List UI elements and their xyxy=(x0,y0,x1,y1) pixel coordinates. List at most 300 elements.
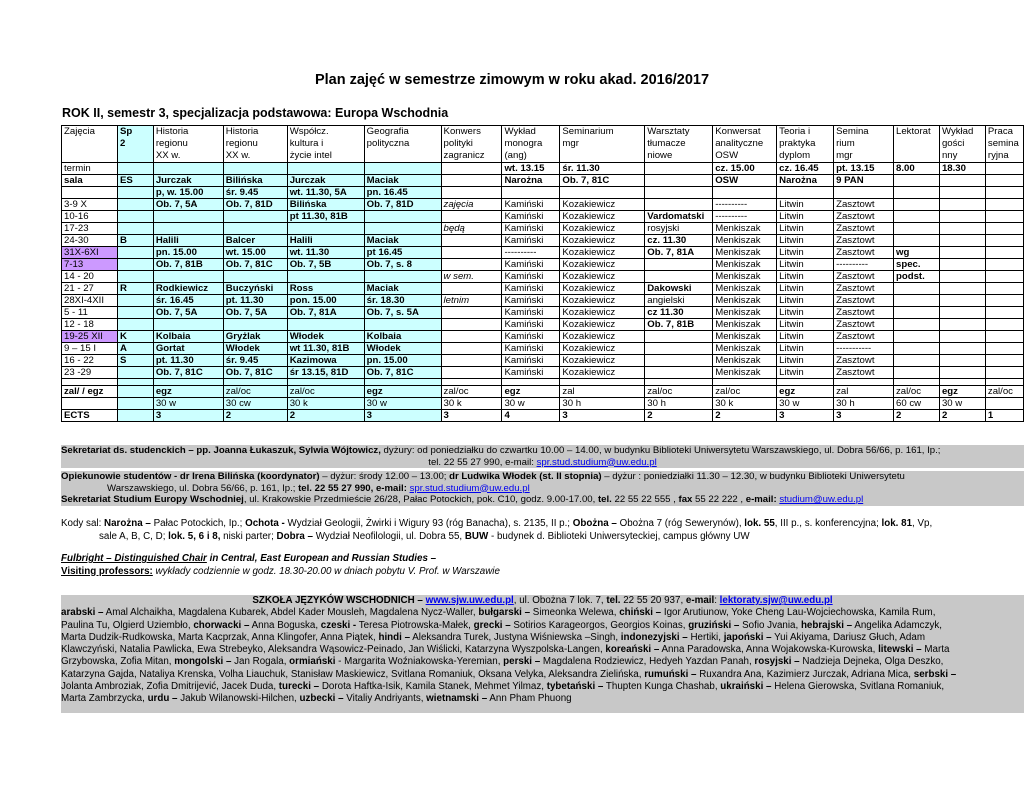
header-cell: Wykład gości nny xyxy=(939,126,985,163)
language-line: Katarzyna Gajda, Nataliya Krenska, Volha Liauchuk, Stanisław Maskiewicz, Svitlana Romaniuk, Oksana Velyka, Aleksandra Zielińska, rumuński – Ruxandra Ana, Kazimierz Jurczak, Adriana Mica, serbski – xyxy=(61,668,957,680)
header-cell: Historia regionu XX w. xyxy=(153,126,223,163)
table-cell: Kamiński xyxy=(502,211,560,223)
table-cell: Kozakiewicz xyxy=(560,271,645,283)
table-cell: Ob. 7, s. 8 xyxy=(364,259,441,271)
table-cell xyxy=(502,379,560,386)
table-row xyxy=(62,307,1024,319)
table-cell: Litwin xyxy=(777,259,834,271)
table-row xyxy=(62,283,1024,295)
table-cell xyxy=(153,271,223,283)
table-cell xyxy=(645,367,713,379)
table-cell xyxy=(894,235,940,247)
table-cell: 16 - 22 xyxy=(62,355,118,367)
table-cell xyxy=(985,319,1023,331)
header-cell: Współcz. kultura i życie intel xyxy=(287,126,364,163)
table-cell: Litwin xyxy=(777,355,834,367)
table-cell xyxy=(985,223,1023,235)
table-cell xyxy=(939,343,985,355)
table-cell xyxy=(939,235,985,247)
table-cell: B xyxy=(117,235,153,247)
table-cell: zal xyxy=(560,386,645,398)
table-cell: 2 xyxy=(645,410,713,422)
table-cell: będą xyxy=(441,223,502,235)
table-cell xyxy=(153,223,223,235)
table-cell xyxy=(985,307,1023,319)
table-cell xyxy=(894,307,940,319)
table-cell: 30 w xyxy=(364,398,441,410)
table-cell: 3 xyxy=(153,410,223,422)
table-cell: p, w. 15.00 xyxy=(153,187,223,199)
table-cell: Zasztowt xyxy=(834,247,894,259)
table-cell xyxy=(364,223,441,235)
table-cell: 60 cw xyxy=(894,398,940,410)
table-cell: Kozakiewicz xyxy=(560,199,645,211)
table-cell xyxy=(939,175,985,187)
table-cell: Menkiszak xyxy=(713,343,777,355)
table-cell: Kolbaia xyxy=(153,331,223,343)
table-cell: Kamiński xyxy=(502,367,560,379)
table-cell: Kamiński xyxy=(502,283,560,295)
table-cell xyxy=(560,379,645,386)
email-link[interactable]: lektoraty.sjw@uw.edu.pl xyxy=(719,595,833,606)
table-cell: śr. 11.30 xyxy=(560,163,645,175)
table-cell: egz xyxy=(502,386,560,398)
table-cell xyxy=(117,410,153,422)
table-cell: Ob. 7, 81B xyxy=(645,319,713,331)
table-cell: Menkiszak xyxy=(713,235,777,247)
table-cell: Zasztowt xyxy=(834,295,894,307)
table-cell xyxy=(645,175,713,187)
table-cell: termin xyxy=(62,163,118,175)
table-cell: śr. 18.30 xyxy=(364,295,441,307)
email-link[interactable]: spr.stud.studium@uw.edu.pl xyxy=(536,456,657,468)
table-row xyxy=(62,331,1024,343)
table-row xyxy=(62,247,1024,259)
table-cell: Halili xyxy=(287,235,364,247)
table-cell: Kamiński xyxy=(502,307,560,319)
table-cell xyxy=(939,259,985,271)
table-cell: Kozakiewicz xyxy=(560,295,645,307)
table-cell xyxy=(939,295,985,307)
table-cell xyxy=(117,379,153,386)
table-cell xyxy=(117,259,153,271)
table-cell xyxy=(153,211,223,223)
table-cell: Menkiszak xyxy=(713,355,777,367)
table-cell: 30 h xyxy=(834,398,894,410)
table-cell: pt 11.30, 81B xyxy=(287,211,364,223)
table-cell xyxy=(153,319,223,331)
table-cell xyxy=(985,259,1023,271)
table-cell: A xyxy=(117,343,153,355)
table-cell: Balcer xyxy=(223,235,287,247)
table-cell: Zasztowt xyxy=(834,271,894,283)
table-cell xyxy=(894,223,940,235)
table-cell: Ob. 7, 5A xyxy=(153,307,223,319)
table-cell xyxy=(894,343,940,355)
table-cell xyxy=(117,187,153,199)
table-cell: OSW xyxy=(713,175,777,187)
table-cell xyxy=(441,343,502,355)
table-cell xyxy=(894,283,940,295)
table-cell xyxy=(713,379,777,386)
table-cell: Zasztowt xyxy=(834,307,894,319)
table-cell: Ross xyxy=(287,283,364,295)
table-cell xyxy=(441,367,502,379)
table-cell: 30 w xyxy=(502,398,560,410)
table-cell: Zasztowt xyxy=(834,223,894,235)
table-cell: Litwin xyxy=(777,295,834,307)
table-cell: Litwin xyxy=(777,367,834,379)
table-cell: Kozakiewicz xyxy=(560,223,645,235)
table-cell: Vardomatski xyxy=(645,211,713,223)
table-cell: Włodek xyxy=(287,331,364,343)
table-cell: Kozakiewicz xyxy=(560,343,645,355)
table-cell xyxy=(287,223,364,235)
table-cell xyxy=(894,295,940,307)
table-cell: wt. 11.30, 5A xyxy=(287,187,364,199)
email-link[interactable]: spr.stud.studium@uw.edu.pl xyxy=(409,482,530,494)
table-cell: Litwin xyxy=(777,235,834,247)
table-cell xyxy=(153,163,223,175)
table-cell: Zasztowt xyxy=(834,331,894,343)
table-cell: Buczyński xyxy=(223,283,287,295)
sekretariat-europy: Sekretariat Studium Europy Wschodniej, ul. Krakowskie Przedmieście 26/28, Pałac Potockich, pok. C10, godz. 9.00-17.00, tel. 22 55 22 555 , fax 55 22 222 , e-mail: studium@uw.edu.pl xyxy=(61,494,1024,506)
table-cell: Kozakiewicz xyxy=(560,235,645,247)
table-cell xyxy=(894,319,940,331)
table-cell: 2 xyxy=(939,410,985,422)
table-cell: 10-16 xyxy=(62,211,118,223)
table-cell: Kamiński xyxy=(502,295,560,307)
table-cell: Kamiński xyxy=(502,259,560,271)
header-cell: Teoria i praktyka dyplom xyxy=(777,126,834,163)
table-cell xyxy=(62,187,118,199)
table-cell xyxy=(645,187,713,199)
table-cell xyxy=(645,379,713,386)
table-cell: Litwin xyxy=(777,211,834,223)
table-cell xyxy=(985,295,1023,307)
table-cell: 14 - 20 xyxy=(62,271,118,283)
table-cell: egz xyxy=(364,386,441,398)
table-cell xyxy=(894,187,940,199)
table-cell: 1 xyxy=(985,410,1023,422)
table-cell xyxy=(939,331,985,343)
table-cell: 4 xyxy=(502,410,560,422)
table-cell xyxy=(287,271,364,283)
table-row xyxy=(62,259,1024,271)
language-line: Marta Dudzik-Rudkowska, Marta Kacprzak, Anna Klingofer, Anna Piątek, hindi – Aleksandra Turek, Justyna Wiśniewska –Singh, indonezyjski – Hertiki, japoński – Yui Akiyama, Dariusz Głuch, Adam xyxy=(61,631,925,643)
table-cell xyxy=(985,367,1023,379)
table-cell: ---------- xyxy=(713,199,777,211)
table-cell: 9 – 15 I xyxy=(62,343,118,355)
table-cell: Litwin xyxy=(777,307,834,319)
table-cell: R xyxy=(117,283,153,295)
table-cell xyxy=(985,235,1023,247)
table-cell xyxy=(985,343,1023,355)
www-link[interactable]: www.sjw.uw.edu.pl xyxy=(425,595,514,606)
table-cell: Zasztowt xyxy=(834,319,894,331)
table-cell: 3 xyxy=(834,410,894,422)
table-cell: Menkiszak xyxy=(713,247,777,259)
table-cell: 24-30 xyxy=(62,235,118,247)
table-cell: Kamiński xyxy=(502,319,560,331)
table-cell: Menkiszak xyxy=(713,331,777,343)
table-cell xyxy=(939,307,985,319)
table-cell: Ob. 7, 5A xyxy=(223,307,287,319)
table-cell: cz. 15.00 xyxy=(713,163,777,175)
table-cell xyxy=(985,175,1023,187)
table-cell: Ob. 7, 5A xyxy=(153,199,223,211)
table-cell: Litwin xyxy=(777,319,834,331)
table-cell xyxy=(223,271,287,283)
table-cell: Kozakiewicz xyxy=(560,283,645,295)
table-cell: Kozakiewicz xyxy=(560,247,645,259)
table-cell xyxy=(939,367,985,379)
table-cell xyxy=(223,211,287,223)
sekretariat-studenckich: Sekretariat ds. studenckich – pp. Joanna Łukaszuk, Sylwia Wójtowicz, dyżury: od poniedziałku do czwartku 10.00 – 14.00, w budynku Biblioteki Uniwersytetu Warszawskiego, ul. Dobra 56/66, p. 161, Ip.; tel. 22 55 27 990, e-mail: spr.stud.studium@uw.edu.pl xyxy=(61,445,1024,468)
table-cell: egz xyxy=(777,386,834,398)
table-cell: zal/ / egz xyxy=(62,386,118,398)
table-cell: ECTS xyxy=(62,410,118,422)
table-cell xyxy=(117,398,153,410)
language-line: arabski – Amal Alchaikha, Magdalena Kubarek, Abdel Kader Mousleh, Magdalena Nycz-Waller, bułgarski – Simeonka Welewa, chiński – Igor Arutiunow, Yoke Cheng Lau-Wojciechowska, Kamila Rum, xyxy=(61,607,936,619)
header-cell: Praca semina ryjna xyxy=(985,126,1023,163)
table-cell: Włodek xyxy=(223,343,287,355)
fulbright: Fulbright – Distinguished Chair in Central, East European and Russian Studies – Visiting professors: wykłady codziennie w godz. 18.30-20.00 w dniach pobytu V. Prof. w Warszawie xyxy=(61,553,500,577)
table-cell xyxy=(645,355,713,367)
table-cell: zal/oc xyxy=(985,386,1023,398)
table-cell xyxy=(441,283,502,295)
table-cell: Litwin xyxy=(777,271,834,283)
table-cell: wt. 11.30 xyxy=(287,247,364,259)
table-cell xyxy=(441,247,502,259)
table-row xyxy=(62,398,1024,410)
table-cell: 30 h xyxy=(645,398,713,410)
table-row xyxy=(62,271,1024,283)
table-cell: śr. 16.45 xyxy=(153,295,223,307)
table-cell: Jurczak xyxy=(153,175,223,187)
table-cell: zal/oc xyxy=(441,386,502,398)
table-cell: 30 k xyxy=(441,398,502,410)
table-cell: śr. 9.45 xyxy=(223,187,287,199)
table-cell: zajęcia xyxy=(441,199,502,211)
table-cell xyxy=(985,379,1023,386)
table-cell xyxy=(117,295,153,307)
table-cell xyxy=(939,355,985,367)
table-cell xyxy=(939,223,985,235)
table-cell xyxy=(441,175,502,187)
table-cell xyxy=(777,187,834,199)
table-cell xyxy=(939,247,985,259)
table-cell xyxy=(985,247,1023,259)
table-cell: 3-9 X xyxy=(62,199,118,211)
table-cell xyxy=(223,163,287,175)
table-cell: egz xyxy=(939,386,985,398)
table-cell: Menkiszak xyxy=(713,283,777,295)
table-cell: 30 h xyxy=(560,398,645,410)
table-cell: pt. 13.15 xyxy=(834,163,894,175)
table-cell: wg xyxy=(894,247,940,259)
table-cell xyxy=(834,379,894,386)
table-cell: Ob. 7, 81A xyxy=(287,307,364,319)
table-cell: sala xyxy=(62,175,118,187)
email-link[interactable]: studium@uw.edu.pl xyxy=(779,494,864,505)
table-cell: 3 xyxy=(777,410,834,422)
table-cell xyxy=(287,163,364,175)
table-cell: Kozakiewicz xyxy=(560,319,645,331)
table-row xyxy=(62,223,1024,235)
table-row xyxy=(62,343,1024,355)
table-cell: Litwin xyxy=(777,199,834,211)
header-cell: Konwers polityki zagranicz xyxy=(441,126,502,163)
table-cell: Kamiński xyxy=(502,331,560,343)
table-cell: Menkiszak xyxy=(713,367,777,379)
table-row xyxy=(62,379,1024,386)
table-cell xyxy=(894,211,940,223)
header-cell: Historia regionu XX w. xyxy=(223,126,287,163)
table-cell xyxy=(441,163,502,175)
table-cell: śr 13.15, 81D xyxy=(287,367,364,379)
table-cell: cz. 16.45 xyxy=(777,163,834,175)
table-row xyxy=(62,355,1024,367)
table-cell: Ob. 7, 5B xyxy=(287,259,364,271)
table-cell xyxy=(441,259,502,271)
table-cell xyxy=(713,187,777,199)
table-cell xyxy=(894,367,940,379)
table-cell: Zasztowt xyxy=(834,355,894,367)
table-cell: pon. 15.00 xyxy=(287,295,364,307)
header-cell: Lektorat xyxy=(894,126,940,163)
table-cell: wt. 13.15 xyxy=(502,163,560,175)
table-cell xyxy=(117,319,153,331)
header-cell: Konwersat analityczne OSW xyxy=(713,126,777,163)
table-cell: Menkiszak xyxy=(713,223,777,235)
table-row xyxy=(62,211,1024,223)
table-cell xyxy=(364,271,441,283)
table-cell xyxy=(777,379,834,386)
table-cell: Maciak xyxy=(364,175,441,187)
table-cell xyxy=(287,319,364,331)
table-cell: 9 PAN xyxy=(834,175,894,187)
opiekunowie-studentow: Opiekunowie studentów - dr Irena Bilińska (koordynator) – dyżur: środy 12.00 – 13.00; dr Ludwika Włodek (st. II stopnia) – dyżur : poniedziałki 11.30 – 12.30, w budynku Biblioteki Uniwersytetu Warszawskiego, ul. Dobra 56/66, p. 161, Ip.; tel. 22 55 27 990, e-mail: spr.stud.studium@uw.edu.pl xyxy=(61,471,1024,494)
table-row xyxy=(62,187,1024,199)
table-cell: zal/oc xyxy=(287,386,364,398)
table-cell: ----------- xyxy=(834,343,894,355)
table-cell: zal xyxy=(834,386,894,398)
table-cell xyxy=(117,367,153,379)
table-cell: zal/oc xyxy=(645,386,713,398)
table-cell: Ob. 7, 81D xyxy=(364,199,441,211)
table-cell xyxy=(441,319,502,331)
header-cell: Semina rium mgr xyxy=(834,126,894,163)
table-cell xyxy=(645,199,713,211)
table-cell: Kozakiewicz xyxy=(560,211,645,223)
table-cell: ---------- xyxy=(834,259,894,271)
table-cell: Zasztowt xyxy=(834,367,894,379)
table-cell: rosyjski xyxy=(645,223,713,235)
table-cell: Kamiński xyxy=(502,199,560,211)
language-line: Marta Zambrzycka, urdu – Jakub Wilanowski-Hilchen, uzbecki – Vitaliy Andriyants, wietnamski – Ann Pham Phuong xyxy=(61,693,572,705)
table-cell xyxy=(645,163,713,175)
table-cell: 18.30 xyxy=(939,163,985,175)
table-cell: 3 xyxy=(560,410,645,422)
table-cell: pt. 11.30 xyxy=(223,295,287,307)
table-cell xyxy=(645,271,713,283)
table-cell xyxy=(364,319,441,331)
table-cell: letnim xyxy=(441,295,502,307)
table-cell: Kozakiewicz xyxy=(560,307,645,319)
table-cell: Bilińska xyxy=(223,175,287,187)
table-cell: 19-25 XII xyxy=(62,331,118,343)
table-cell: Narożna xyxy=(502,175,560,187)
table-cell xyxy=(894,355,940,367)
table-cell: Zasztowt xyxy=(834,199,894,211)
table-cell xyxy=(560,187,645,199)
table-cell xyxy=(645,343,713,355)
table-cell xyxy=(985,211,1023,223)
table-cell: 30 k xyxy=(713,398,777,410)
table-cell: egz xyxy=(153,386,223,398)
table-cell xyxy=(985,271,1023,283)
table-cell xyxy=(441,307,502,319)
table-cell: 31X-6XI xyxy=(62,247,118,259)
table-cell: Zasztowt xyxy=(834,283,894,295)
table-cell: Zasztowt xyxy=(834,211,894,223)
table-cell: 30 w xyxy=(153,398,223,410)
table-cell xyxy=(441,379,502,386)
table-cell: podst. xyxy=(894,271,940,283)
table-cell: Litwin xyxy=(777,283,834,295)
table-row xyxy=(62,175,1024,187)
table-cell: Ob. 7, 81C xyxy=(364,367,441,379)
table-cell xyxy=(117,247,153,259)
table-cell xyxy=(985,283,1023,295)
table-cell: pn. 15.00 xyxy=(364,355,441,367)
table-cell xyxy=(62,379,118,386)
table-cell: 30 w xyxy=(939,398,985,410)
table-cell: Narożna xyxy=(777,175,834,187)
table-cell: Ob. 7, s. 5A xyxy=(364,307,441,319)
table-cell xyxy=(894,199,940,211)
table-cell: Gryżlak xyxy=(223,331,287,343)
header-cell: Sp 2 xyxy=(117,126,153,163)
table-cell xyxy=(364,163,441,175)
table-cell: pn. 15.00 xyxy=(153,247,223,259)
page-title: Plan zajęć w semestrze zimowym w roku akad. 2016/2017 xyxy=(314,72,710,88)
table-cell xyxy=(117,211,153,223)
table-cell xyxy=(939,199,985,211)
kody-sal: Kody sal: Narożna – Pałac Potockich, Ip.; Ochota - Wydział Geologii, Żwirki i Wigury 93 (róg Banacha), s. 2135, II p.; Obożna – Obożna 7 (róg Sewerynów), lok. 55, III p., s. konferencyjna; lok. 81, Vp, sale A, B, C, D; lok. 5, 6 i 8, niski parter; Dobra – Wydział Neofilologii, ul. Dobra 55, BUW - budynek d. Biblioteki Uniwersyteckiej, campus główny UW xyxy=(61,518,933,542)
table-cell: Menkiszak xyxy=(713,307,777,319)
table-cell: ES xyxy=(117,175,153,187)
table-cell: Litwin xyxy=(777,223,834,235)
table-cell: 2 xyxy=(894,410,940,422)
table-cell: ---------- xyxy=(502,247,560,259)
header-cell: Geografia polityczna xyxy=(364,126,441,163)
table-cell: pt 16.45 xyxy=(364,247,441,259)
table-cell: Menkiszak xyxy=(713,259,777,271)
table-cell: 3 xyxy=(364,410,441,422)
table-cell: Litwin xyxy=(777,331,834,343)
table-cell: cz. 11.30 xyxy=(645,235,713,247)
table-row xyxy=(62,410,1024,422)
table-row xyxy=(62,386,1024,398)
table-cell: Kamiński xyxy=(502,235,560,247)
schedule-table xyxy=(61,125,1024,422)
table-cell xyxy=(223,379,287,386)
table-cell xyxy=(985,199,1023,211)
table-cell xyxy=(117,271,153,283)
header-cell: Zajęcia xyxy=(62,126,118,163)
